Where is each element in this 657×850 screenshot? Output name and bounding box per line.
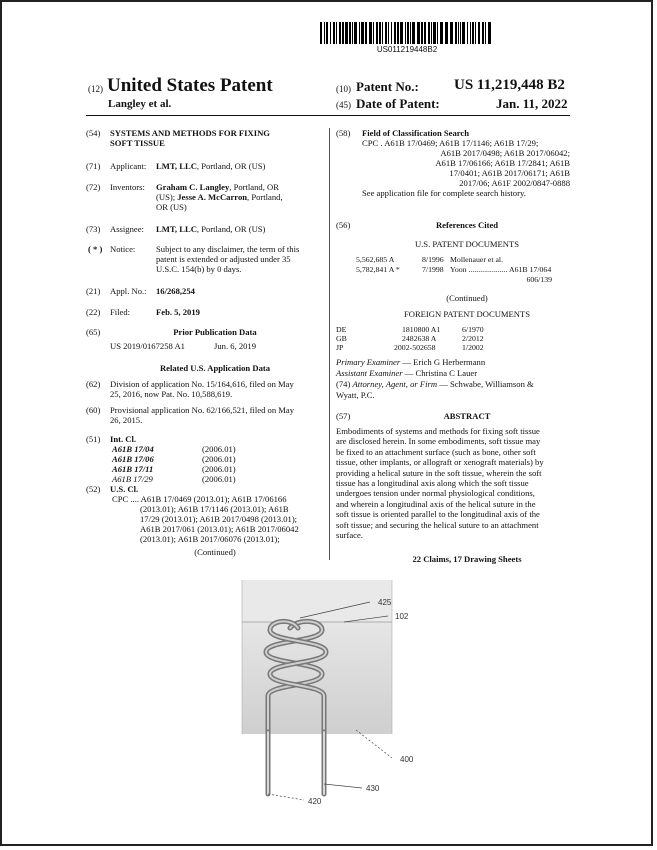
barcode-bar (326, 22, 328, 44)
barcode-bar (382, 22, 383, 44)
invention-title-2: SOFT TISSUE (110, 138, 165, 148)
assignee-value (156, 224, 265, 234)
barcode-bar (433, 22, 436, 44)
inventor-1-name: Graham C. Langley (156, 182, 230, 192)
barcode-bar (391, 22, 392, 44)
representative-drawing (232, 572, 432, 812)
intcl-year-3: (2006.01) (202, 464, 236, 474)
abstract-code: (57) (336, 411, 351, 421)
notice-line-3: U.S.C. 154(b) by 0 days. (156, 264, 242, 274)
barcode-bar (324, 22, 325, 44)
tissue-upper (242, 580, 392, 622)
foreign-3-date: 1/2002 (462, 343, 484, 352)
division-line-1: Division of application No. 15/164,616, filed on May (110, 379, 294, 389)
attorney-line-2: Wyatt, P.C. (336, 390, 375, 400)
appl-code: (21) (86, 286, 101, 296)
barcode-bar (369, 22, 372, 44)
barcode-number: US011219448B2 (376, 45, 438, 54)
ref-label-425: 425 (378, 598, 392, 607)
provisional-code: (60) (86, 405, 101, 415)
notice-line-1: Subject to any disclaimer, the term of this (156, 244, 300, 254)
barcode-graphic (320, 22, 492, 44)
us-doc-1-date: 8/1996 (422, 255, 444, 264)
barcode-bar (345, 22, 348, 44)
claims-summary: 22 Claims, 17 Drawing Sheets (412, 554, 522, 564)
barcode-bar (440, 22, 443, 44)
barcode-bar (478, 22, 480, 44)
barcode-bar (397, 22, 399, 44)
abstract-line: be fixed to an attachment surface (such as bone, other soft (336, 446, 536, 457)
barcode-bar (320, 22, 322, 44)
us-doc-1-name: Mollenauer et al. (450, 255, 504, 264)
barcode-bar (417, 22, 420, 44)
barcode-bar (339, 22, 341, 44)
assistant-examiner-label: Assistant Examiner (336, 368, 403, 378)
barcode-bar (475, 22, 476, 44)
barcode-bar (460, 22, 461, 44)
foreign-1-no: 1810800 A1 (402, 325, 441, 334)
primary-examiner-name: Erich G Herbermann (413, 357, 486, 367)
barcode-bar (467, 22, 468, 44)
us-doc-2-no: 5,782,841 A * (356, 265, 400, 274)
filed-code: (22) (86, 307, 101, 317)
barcode-bar (376, 22, 378, 44)
intcl-class-2: A61B 17/06 (112, 454, 154, 464)
barcode-bar (361, 22, 364, 44)
division-code: (62) (86, 379, 101, 389)
intcl-code: (51) (86, 434, 101, 444)
field-heading: Field of Classification Search (362, 128, 470, 138)
applicant-location: , Portland, OR (US) (196, 161, 266, 171)
field-line-6: See application file for complete search history. (362, 188, 526, 198)
barcode-bar (424, 22, 426, 44)
barcode-bar (485, 22, 486, 44)
barcode-bar (428, 22, 430, 44)
barcode-bar (431, 22, 432, 44)
field-line-2: A61B 2017/0498; A61B 2017/06042; (440, 148, 570, 158)
left-continued: (Continued) (194, 547, 236, 557)
intcl-heading: Int. Cl. (110, 434, 137, 444)
intcl-class-1: A61B 17/04 (112, 444, 154, 454)
filed-date: Feb. 5, 2019 (156, 307, 200, 317)
us-doc-1-no: 5,562,685 A (356, 255, 395, 264)
foreign-3-no: 2002-502658 (394, 343, 436, 352)
code-45: (45) (336, 100, 351, 110)
header-kind-code: (12) (88, 84, 103, 94)
assignee-name: LMT, LLC (156, 224, 197, 234)
intcl-year-1: (2006.01) (202, 444, 236, 454)
barcode-bar (354, 22, 357, 44)
inventors-line-2 (156, 192, 283, 202)
intcl-class-3: A61B 17/11 (112, 464, 154, 474)
abstract-line: providing a helical suture in the soft tissue, wherein the soft (336, 467, 542, 478)
prior-pub-heading: Prior Publication Data (173, 327, 257, 337)
notice-label: Notice: (110, 244, 136, 254)
us-doc-2-date: 7/1998 (422, 265, 444, 274)
barcode-bar (421, 22, 423, 44)
barcode-bar (379, 22, 381, 44)
abstract-line: soft tissue; and securing the helical suture to an attachment (336, 519, 539, 530)
foreign-2-cc: GB (336, 334, 347, 343)
assistant-examiner-name: Christina C Lauer (415, 368, 478, 378)
cpc-line-5: (2013.01); A61B 2017/06076 (2013.01); (140, 534, 280, 544)
right-continued: (Continued) (446, 293, 488, 303)
barcode-bar (365, 22, 367, 44)
barcode-bar (462, 22, 465, 44)
abstract-body (336, 426, 572, 540)
barcode-bar (385, 22, 387, 44)
barcode (320, 22, 492, 44)
applicant-name: LMT, LLC (156, 161, 197, 171)
assignee-code: (73) (86, 224, 101, 234)
header-divider (86, 115, 570, 116)
assistant-examiner: Assistant Examiner — Christina C Lauer (336, 368, 478, 378)
field-code: (58) (336, 128, 351, 138)
field-line-3: A61B 17/06166; A61B 17/2841; A61B (435, 158, 570, 168)
provisional-line-2: 26, 2015. (110, 415, 143, 425)
foreign-1-cc: DE (336, 325, 347, 334)
us-doc-2-cls: 606/139 (526, 275, 552, 284)
division-line-2: 25, 2016, now Pat. No. 10,588,619. (110, 389, 233, 399)
intcl-class-4: A61B 17/29 (112, 474, 153, 484)
barcode-bar (352, 22, 353, 44)
intcl-year-4: (2006.01) (202, 474, 236, 484)
abstract-line: are disclosed herein. In some embodiments, soft tissue may (336, 436, 541, 447)
inventors-label: Inventors: (110, 182, 145, 192)
inventor-2-name: Jesse A. McCarron (177, 192, 248, 202)
abstract-line: and wherein a longitudinal axis of the helical suture in the (336, 498, 536, 509)
applicant-label: Applicant: (110, 161, 147, 171)
barcode-bar (336, 22, 337, 44)
refs-code: (56) (336, 220, 351, 230)
related-heading: Related U.S. Application Data (159, 363, 271, 373)
inventors-line-3: OR (US) (156, 202, 187, 212)
inventors-line-1 (156, 182, 279, 192)
primary-examiner: Primary Examiner — Erich G Herbermann (336, 357, 486, 367)
abstract-line: surface. (336, 530, 363, 541)
barcode-bar (470, 22, 471, 44)
attorney-label: Attorney, Agent, or Firm (352, 379, 438, 389)
barcode-bar (410, 22, 411, 44)
abstract-heading: ABSTRACT (443, 411, 491, 421)
ref-label-420: 420 (308, 797, 322, 806)
field-line-1: CPC . A61B 17/0469; A61B 17/1146; A61B 17/29; (362, 138, 539, 148)
barcode-bar (405, 22, 406, 44)
barcode-bar (342, 22, 344, 44)
title-code: (54) (86, 128, 101, 138)
inventor-2-prefix: (US); (156, 192, 178, 202)
cpc-line-4: A61B 2017/061 (2013.01); A61B 2017/06042 (140, 524, 299, 534)
prior-code: (65) (86, 327, 101, 337)
patent-type-title: United States Patent (107, 75, 273, 96)
prior-pub-number: US 2019/0167258 A1 (110, 341, 185, 351)
invention-title-1: SYSTEMS AND METHODS FOR FIXING (110, 128, 270, 138)
intcl-year-2: (2006.01) (202, 454, 236, 464)
foreign-3-cc: JP (336, 343, 344, 352)
assignee-location: , Portland, OR (US) (196, 224, 266, 234)
barcode-bar (394, 22, 396, 44)
abstract-line: Embodiments of systems and methods for fixing soft tissue (336, 426, 540, 436)
abstract-line: tissue has a longitudinal axis along which the soft tissue (336, 478, 529, 489)
ref-label-400: 400 (400, 755, 414, 764)
ref-label-102: 102 (395, 612, 409, 621)
barcode-bar (482, 22, 484, 44)
assignee-label: Assignee: (110, 224, 144, 234)
barcode-bar (458, 22, 459, 44)
barcode-bar (333, 22, 335, 44)
barcode-bar (330, 22, 331, 44)
attorney-line-1: (74) Attorney, Agent, or Firm — Schwabe, Williamson & (336, 379, 534, 389)
us-docs-heading: U.S. PATENT DOCUMENTS (414, 239, 520, 249)
cpc-line-3: 17/29 (2013.01); A61B 2017/0498 (2013.01); (140, 514, 298, 524)
primary-examiner-label: Primary Examiner (336, 357, 401, 367)
date-of-patent-label: Date of Patent: (356, 96, 440, 111)
notice-code: ( * ) (88, 244, 103, 254)
appl-label: Appl. No.: (110, 286, 147, 296)
inventor-1-location: , Portland, OR (229, 182, 279, 192)
barcode-bar (450, 22, 453, 44)
barcode-bar (359, 22, 360, 44)
abstract-line: soft tissue is oriented parallel to the longitudinal axis of the (336, 509, 540, 520)
barcode-bar (407, 22, 409, 44)
inventor-2-location: , Portland, (247, 192, 283, 202)
foreign-heading: FOREIGN PATENT DOCUMENTS (403, 309, 531, 319)
barcode-bar (400, 22, 403, 44)
barcode-bar (412, 22, 415, 44)
abstract-line: tissue, other implants, or allograft or xenograft materials) by (336, 457, 544, 468)
attorney-name: Schwabe, Williamson & (449, 379, 534, 389)
inventors-code: (72) (86, 182, 101, 192)
foreign-1-date: 6/1970 (462, 325, 484, 334)
field-line-4: 17/0401; A61B 2017/06171; A61B (449, 168, 570, 178)
foreign-2-date: 2/2012 (462, 334, 484, 343)
appl-number: 16/268,254 (156, 286, 195, 296)
uscl-code: (52) (86, 484, 101, 494)
barcode-bar (349, 22, 351, 44)
foreign-2-no: 2482638 A (402, 334, 437, 343)
barcode-bar (488, 22, 491, 44)
notice-line-2: patent is extended or adjusted under 35 (156, 254, 291, 264)
barcode-bar (455, 22, 457, 44)
barcode-bar (445, 22, 448, 44)
refs-heading: References Cited (435, 220, 499, 230)
abstract-line: undergoes tension under normal physiological conditions, (336, 488, 535, 499)
applicant-code: (71) (86, 161, 101, 171)
patent-no-label: Patent No.: (356, 79, 419, 94)
filed-label: Filed: (110, 307, 131, 317)
cpc-line-2: (2013.01); A61B 17/1146 (2013.01); A61B (140, 504, 289, 514)
prior-pub-date: Jun. 6, 2019 (214, 341, 257, 351)
barcode-bar (437, 22, 438, 44)
applicant-value (156, 161, 265, 171)
inventors-short: Langley et al. (108, 98, 172, 110)
cpc-line-1: CPC .... A61B 17/0469 (2013.01); A61B 17/06166 (112, 494, 287, 504)
us-doc-2-name: Yoon .................... A61B 17/064 (450, 265, 552, 274)
field-line-5: 2017/06; A61F 2002/0847-0888 (459, 178, 570, 188)
patent-number: US 11,219,448 B2 (454, 77, 565, 93)
barcode-bar (388, 22, 389, 44)
provisional-line-1: Provisional application No. 62/166,521, filed on May (110, 405, 295, 415)
column-divider (329, 128, 330, 560)
uscl-heading: U.S. Cl. (110, 484, 139, 494)
code-10: (10) (336, 84, 351, 94)
barcode-bar (373, 22, 374, 44)
ref-label-430: 430 (366, 784, 380, 793)
date-of-patent: Jan. 11, 2022 (496, 96, 568, 111)
barcode-bar (472, 22, 474, 44)
attorney-code: (74) (336, 379, 351, 389)
